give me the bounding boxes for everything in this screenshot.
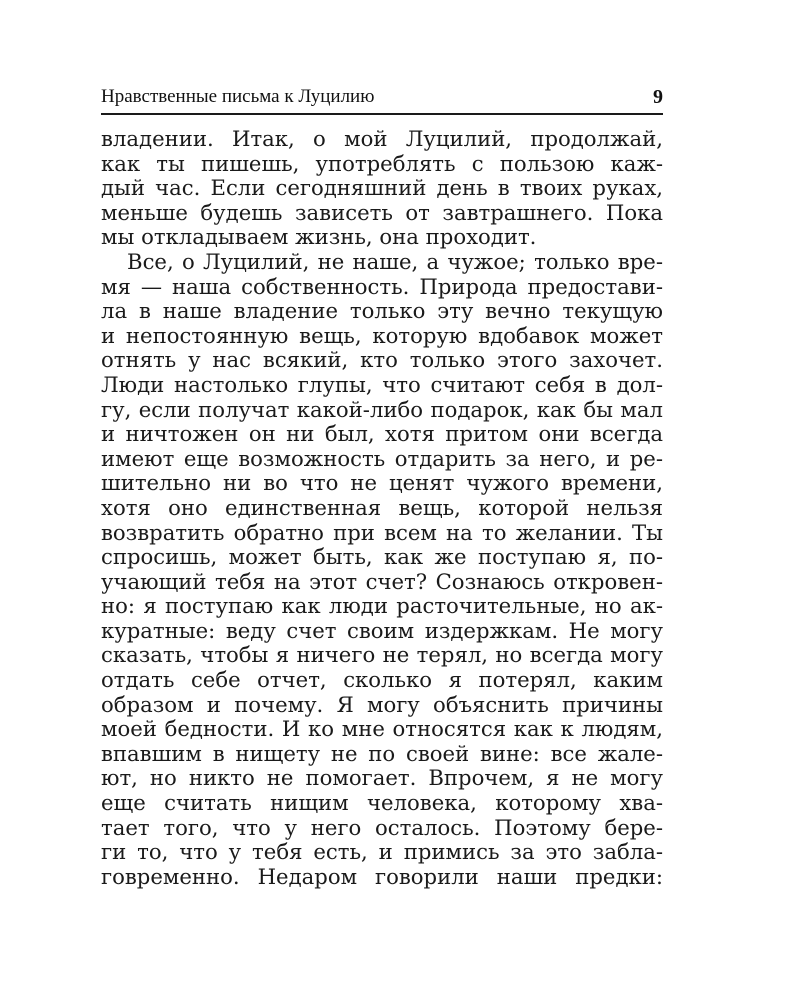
text-line: Люди настолько глупы, что считают себя в дол- [101,371,663,397]
text-line: но: я поступаю как люди расточительные, но ак- [101,593,663,619]
running-header [101,86,663,115]
text-line: гу, если получат какой-либо подарок, как бы мал [101,396,663,422]
text-line: имеют еще возможность отдарить за него, и ре- [101,445,663,471]
text-line: возвратить обратно при всем на то желании. Ты [101,519,663,545]
text-line: ла в наше владение только эту вечно текущую [101,298,663,324]
text-line: меньше будешь зависеть от завтрашнего. Пока [101,199,663,225]
text-line: тает того, что у него осталось. Поэтому бере- [101,814,663,840]
text-line: мя — наша собственность. Природа предостави- [101,273,663,299]
text-line: еще считать нищим человека, которому хва- [101,790,663,816]
text-line: куратные: веду счет своим издержкам. Не могу [101,617,663,643]
text-line: моей бедности. И ко мне относятся как к людям, [101,716,663,742]
text-line: впавшим в нищету не по своей вине: все жале- [101,740,663,766]
text-line: дый час. Если сегодняшний день в твоих руках, [101,175,663,201]
book-page [101,86,663,889]
text-line: Все, о Луцилий, не наше, а чужое; только вре- [127,248,663,274]
text-line: ги то, что у тебя есть, и примись за это забла- [101,839,663,865]
text-line: отдать себе отчет, сколько я потерял, каким [101,667,663,693]
running-title: Нравственные письма к Луцилию [101,86,375,107]
text-line: хотя оно единственная вещь, которой нельзя [101,494,663,520]
text-line: как ты пишешь, употреблять с пользою каж- [101,150,663,176]
text-line: спросишь, может быть, как же поступаю я, по- [101,544,663,570]
body-text [101,127,663,889]
text-line: говременно. Недаром говорили наши предки: [101,863,663,889]
text-line: и ничтожен он ни был, хотя притом они всегда [101,421,663,447]
text-line: шительно ни во что не ценят чужого времени, [101,470,663,496]
text-line: учающий тебя на этот счет? Сознаюсь откровен- [101,568,663,594]
text-line: мы откладываем жизнь, она проходит. [101,224,537,250]
text-line: образом и почему. Я могу объяснить причины [101,691,663,717]
text-line: сказать, чтобы я ничего не терял, но всегда могу [101,642,663,668]
page-number: 9 [653,86,663,108]
text-line: владении. Итак, о мой Луцилий, продолжай, [101,126,663,151]
text-line: отнять у нас всякий, кто только этого захочет. [101,347,663,373]
text-line: и непостоянную вещь, которую вдобавок может [101,322,663,348]
text-line: ют, но никто не помогает. Впрочем, я не могу [101,765,663,791]
